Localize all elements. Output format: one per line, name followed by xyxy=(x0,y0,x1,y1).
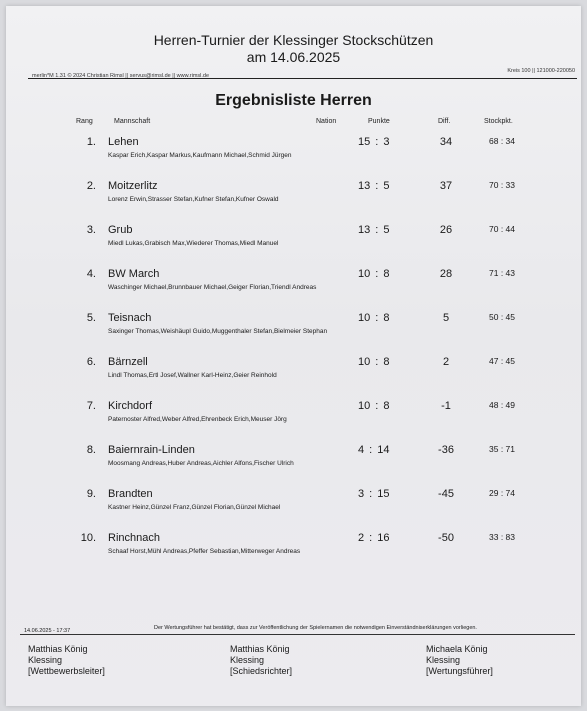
team-name: Baiernrain-Linden xyxy=(108,444,195,456)
signer-place: Klessing xyxy=(28,655,63,665)
column-header-rang: Rang xyxy=(76,118,93,125)
signer-role: [Schiedsrichter] xyxy=(230,666,293,676)
diff-cell: -36 xyxy=(438,444,454,456)
rank-cell: 9. xyxy=(86,488,96,500)
result-sheet xyxy=(6,6,581,706)
diff-cell: -50 xyxy=(438,532,454,544)
diff-cell: -1 xyxy=(441,400,451,412)
signer-name: Matthias König xyxy=(28,644,88,654)
signer-role: [Wertungsführer] xyxy=(426,666,493,676)
stockpoints-cell: 47 : 45 xyxy=(489,356,515,366)
tournament-title: Herren-Turnier der Klessinger Stockschützen xyxy=(153,32,434,48)
column-header-diff: Diff. xyxy=(438,118,451,125)
signer-role: [Wettbewerbsleiter] xyxy=(28,666,105,676)
diff-cell: 5 xyxy=(442,312,450,324)
table-row xyxy=(6,444,581,484)
diff-cell: 2 xyxy=(442,356,450,368)
team-name: Teisnach xyxy=(108,312,152,324)
rank-cell: 10. xyxy=(80,532,96,544)
table-row xyxy=(6,312,581,352)
diff-cell: -45 xyxy=(438,488,454,500)
signer-name: Matthias König xyxy=(230,644,290,654)
rank-cell: 1. xyxy=(86,136,96,148)
points-cell: 13 : 5 xyxy=(358,180,390,192)
diff-cell: 28 xyxy=(439,268,453,280)
rank-cell: 5. xyxy=(86,312,96,324)
team-name: Grub xyxy=(108,224,133,236)
stockpoints-cell: 29 : 74 xyxy=(489,488,515,498)
stockpoints-cell: 33 : 83 xyxy=(489,532,515,542)
signer-place: Klessing xyxy=(230,655,265,665)
table-row xyxy=(6,268,581,308)
stockpoints-cell: 71 : 43 xyxy=(489,268,515,278)
consent-note: Der Wertungsführer hat bestätigt, dass zur Veröffentlichung der Spielernamen die notwendigen Einverständniserklärungen vorliegen. xyxy=(154,625,477,631)
print-timestamp: 14.06.2025 - 17:37 xyxy=(24,628,71,634)
team-name: Kirchdorf xyxy=(108,400,153,412)
column-header-nation: Nation xyxy=(316,118,337,125)
team-players: Moosmang Andreas,Huber Andreas,Aichler Alfons,Fischer Ulrich xyxy=(108,460,294,467)
rank-cell: 2. xyxy=(86,180,96,192)
team-name: Rinchnach xyxy=(108,532,160,544)
stockpoints-cell: 35 : 71 xyxy=(489,444,515,454)
column-header-punkte: Punkte xyxy=(368,118,390,125)
team-name: Brandten xyxy=(108,488,153,500)
team-players: Kastner Heinz,Günzel Franz,Günzel Florian,Günzel Michael xyxy=(108,504,281,511)
points-cell: 10 : 8 xyxy=(358,356,390,368)
rank-cell: 8. xyxy=(86,444,96,456)
stockpoints-cell: 48 : 49 xyxy=(489,400,515,410)
district-info: Kreis 100 || 121000-220050 xyxy=(507,68,575,74)
team-players: Lindl Thomas,Ertl Josef,Wallner Karl-Heinz,Geier Reinhold xyxy=(108,372,277,379)
stockpoints-cell: 70 : 33 xyxy=(489,180,515,190)
column-header-stockpkt: Stockpkt. xyxy=(484,118,513,125)
team-name: BW March xyxy=(108,268,160,280)
table-row xyxy=(6,400,581,440)
team-players: Saxinger Thomas,Weishäupl Guido,Muggenthaler Stefan,Bielmeier Stephan xyxy=(108,328,328,335)
footer-divider xyxy=(20,634,575,635)
signer-name: Michaela König xyxy=(426,644,488,654)
table-row xyxy=(6,136,581,176)
stockpoints-cell: 68 : 34 xyxy=(489,136,515,146)
diff-cell: 26 xyxy=(439,224,453,236)
points-cell: 2 : 16 xyxy=(358,532,390,544)
points-cell: 10 : 8 xyxy=(358,400,390,412)
team-players: Schaaf Horst,Mühl Andreas,Pfeffer Sebastian,Mitterweger Andreas xyxy=(108,548,301,555)
table-row xyxy=(6,356,581,396)
points-cell: 4 : 14 xyxy=(358,444,390,456)
signature-block xyxy=(426,644,493,677)
rank-cell: 3. xyxy=(86,224,96,236)
diff-cell: 37 xyxy=(439,180,453,192)
points-cell: 10 : 8 xyxy=(358,268,390,280)
diff-cell: 34 xyxy=(439,136,453,148)
team-name: Lehen xyxy=(108,136,139,148)
team-name: Bärnzell xyxy=(108,356,148,368)
team-players: Waschinger Michael,Brunnbauer Michael,Geiger Florian,Triendl Andreas xyxy=(108,284,317,291)
stockpoints-cell: 50 : 45 xyxy=(489,312,515,322)
points-cell: 15 : 3 xyxy=(358,136,390,148)
signature-block xyxy=(28,644,105,677)
results-title: Ergebnisliste Herren xyxy=(215,92,372,109)
tournament-date: am 14.06.2025 xyxy=(246,49,341,65)
table-row xyxy=(6,224,581,264)
rank-cell: 6. xyxy=(86,356,96,368)
team-players: Kaspar Erich,Kaspar Markus,Kaufmann Michael,Schmid Jürgen xyxy=(108,152,292,159)
column-header-mannschaft: Mannschaft xyxy=(114,118,151,125)
rank-cell: 4. xyxy=(86,268,96,280)
table-row xyxy=(6,180,581,220)
points-cell: 13 : 5 xyxy=(358,224,390,236)
signer-place: Klessing xyxy=(426,655,461,665)
points-cell: 3 : 15 xyxy=(358,488,390,500)
team-players: Miedl Lukas,Grabisch Max,Wiederer Thomas,Miedl Manuel xyxy=(108,240,279,247)
signature-block xyxy=(230,644,292,677)
points-cell: 10 : 8 xyxy=(358,312,390,324)
software-info: merlin*M 1.31 © 2024 Christian Rimsl || servus@rimsl.de || www.rimsl.de xyxy=(32,73,210,79)
team-name: Moitzerlitz xyxy=(108,180,158,192)
header-divider xyxy=(28,78,577,79)
team-players: Paternoster Alfred,Weber Alfred,Ehrenbeck Erich,Meuser Jörg xyxy=(108,416,287,423)
table-row xyxy=(6,532,581,572)
table-row xyxy=(6,488,581,528)
stockpoints-cell: 70 : 44 xyxy=(489,224,515,234)
rank-cell: 7. xyxy=(86,400,96,412)
team-players: Lorenz Erwin,Strasser Stefan,Kufner Stefan,Kufner Oswald xyxy=(108,196,279,203)
